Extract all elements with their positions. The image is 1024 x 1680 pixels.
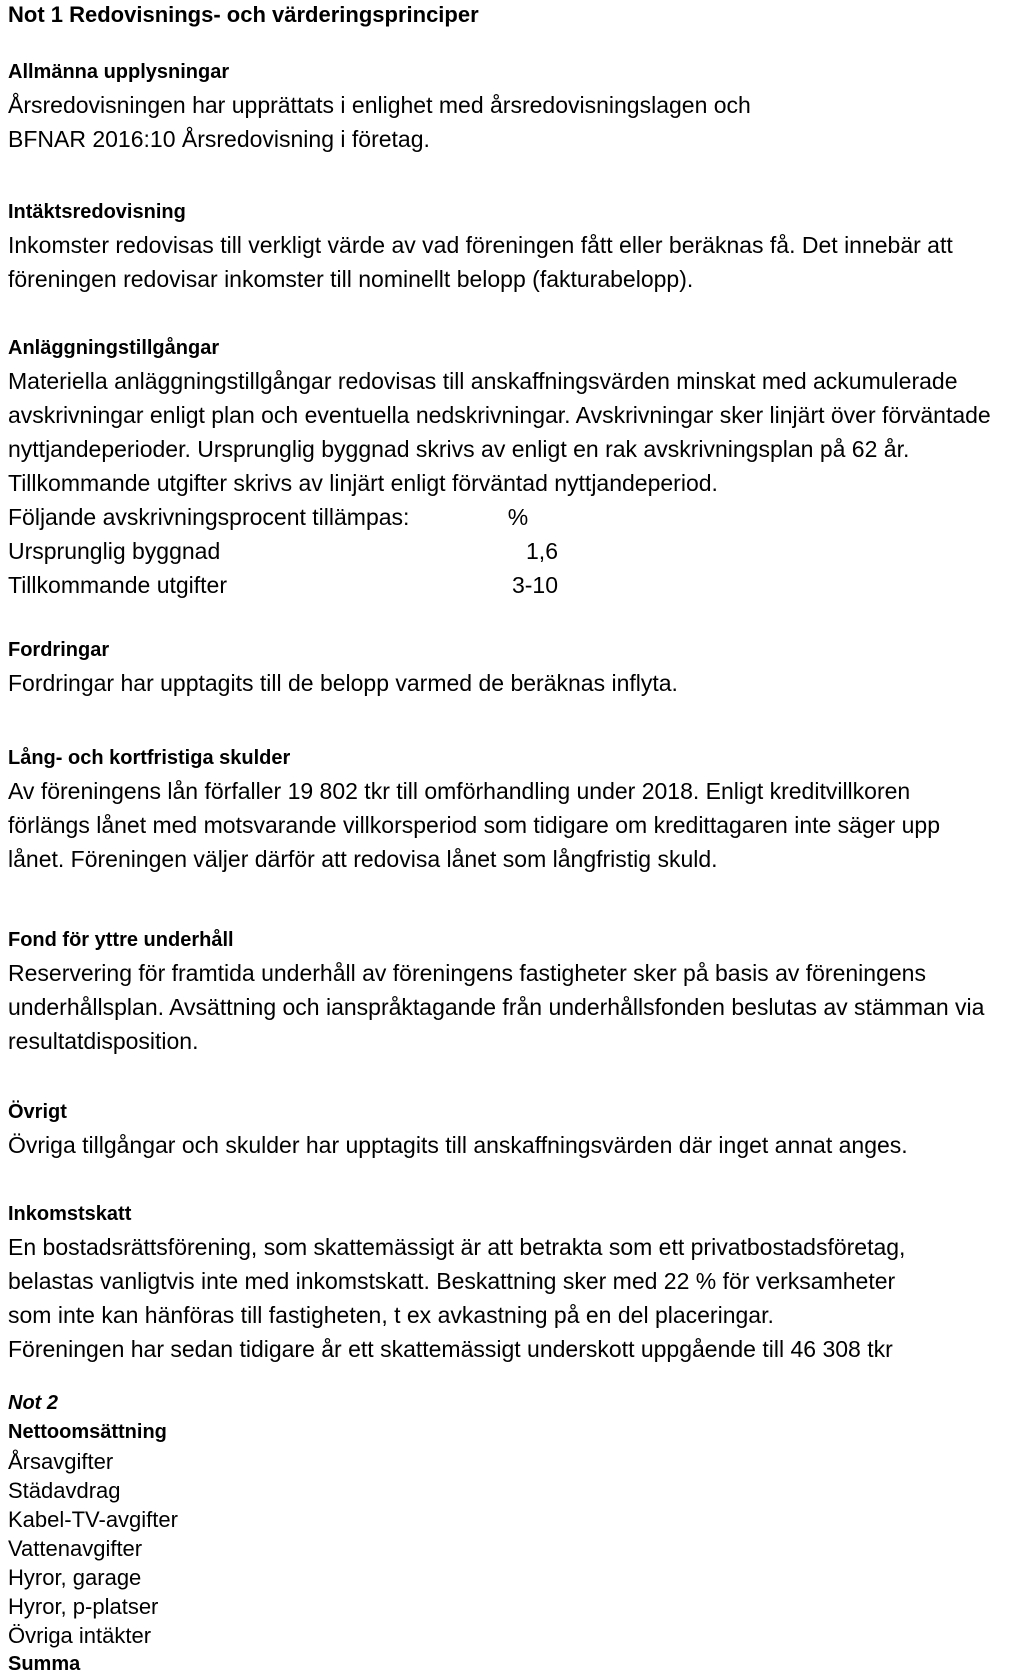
paragraph-line: Materiella anläggningstillgångar redovisas till anskaffningsvärden minskat med ackumulerade — [8, 368, 958, 394]
section-income-tax — [8, 1198, 1014, 1366]
note2-item: Städavdrag — [8, 1478, 121, 1503]
section-receivables — [8, 634, 1014, 700]
note2-heading: Nettoomsättning — [8, 1421, 167, 1443]
note2-item: Kabel-TV-avgifter — [8, 1507, 178, 1532]
section-heading: Fordringar — [8, 639, 110, 661]
section-heading: Fond för yttre underhåll — [8, 929, 234, 951]
section-heading: Inkomstskatt — [8, 1203, 132, 1225]
section-revenue — [8, 196, 1014, 296]
paragraph-line: Föreningen har sedan tidigare år ett skattemässigt underskott uppgående till 46 308 tkr — [8, 1336, 893, 1362]
paragraph-line: föreningen redovisar inkomster till nominellt belopp (fakturabelopp). — [8, 266, 694, 292]
paragraph-line: Tillkommande utgifter skrivs av linjärt enligt förväntad nyttjandeperiod. — [8, 470, 718, 496]
paragraph-line: nyttjandeperioder. Ursprunglig byggnad skrivs av enligt en rak avskrivningsplan på 62 år. — [8, 436, 910, 462]
section-general — [8, 56, 1014, 156]
paragraph-line: Inkomster redovisas till verkligt värde av vad föreningen fått eller beräknas få. Det innebär att — [8, 232, 953, 258]
section-maintenance-fund — [8, 924, 1014, 1058]
section-heading: Anläggningstillgångar — [8, 337, 220, 359]
note2-item: Vattenavgifter — [8, 1536, 143, 1561]
section-debts — [8, 742, 1014, 876]
note2-section — [8, 1388, 178, 1679]
paragraph-line: Reservering för framtida underhåll av föreningens fastigheter sker på basis av föreningens — [8, 960, 926, 986]
paragraph-line: förlängs lånet med motsvarande villkorsperiod som tidigare om kredittagaren inte säger upp — [8, 812, 940, 838]
paragraph-line: Övriga tillgångar och skulder har upptagits till anskaffningsvärden där inget annat anges. — [8, 1132, 908, 1158]
section-heading: Övrigt — [8, 1101, 67, 1123]
note2-item: Hyror, p-platser — [8, 1594, 159, 1619]
section-heading: Allmänna upplysningar — [8, 61, 230, 83]
paragraph-line: belastas vanligtvis inte med inkomstskatt. Beskattning sker med 22 % för verksamheter — [8, 1268, 896, 1294]
section-other — [8, 1096, 1014, 1162]
section-heading: Intäktsredovisning — [8, 201, 186, 223]
paragraph-line: resultatdisposition. — [8, 1028, 199, 1054]
paragraph-line: underhållsplan. Avsättning och ianspråktagande från underhållsfonden beslutas av stämman via — [8, 994, 985, 1020]
paragraph-line: som inte kan hänföras till fastigheten, t ex avkastning på en del placeringar. — [8, 1302, 774, 1328]
section-heading: Lång- och kortfristiga skulder — [8, 747, 291, 769]
note1-title: Not 1 Redovisnings- och värderingsprinciper — [8, 2, 479, 27]
note2-item: Övriga intäkter — [8, 1623, 152, 1648]
depreciation-rates-table — [8, 500, 1014, 602]
rates-label: Följande avskrivningsprocent tillämpas: — [8, 504, 410, 530]
note2-title: Not 2 — [8, 1392, 58, 1414]
note2-item: Årsavgifter — [8, 1449, 114, 1474]
paragraph-line: Årsredovisningen har upprättats i enlighet med årsredovisningslagen och — [8, 92, 751, 118]
rate-label: Ursprunglig byggnad — [8, 538, 221, 564]
rates-unit: % — [507, 504, 529, 530]
section-fixed-assets — [8, 332, 1014, 602]
paragraph-line: Fordringar har upptagits till de belopp varmed de beräknas inflyta. — [8, 670, 678, 696]
rate-value: 3-10 — [511, 572, 558, 598]
paragraph-line: BFNAR 2016:10 Årsredovisning i företag. — [8, 126, 430, 152]
note2-item: Hyror, garage — [8, 1565, 142, 1590]
paragraph-line: Av föreningens lån förfaller 19 802 tkr till omförhandling under 2018. Enligt kreditvillkoren — [8, 778, 911, 804]
rate-value: 1,6 — [526, 538, 558, 564]
paragraph-line: lånet. Föreningen väljer därför att redovisa lånet som långfristig skuld. — [8, 846, 718, 872]
paragraph-line: En bostadsrättsförening, som skattemässigt är att betrakta som ett privatbostadsföretag, — [8, 1234, 906, 1260]
paragraph-line: avskrivningar enligt plan och eventuella nedskrivningar. Avskrivningar sker linjärt över förväntade — [8, 402, 991, 428]
rate-label: Tillkommande utgifter — [8, 572, 228, 598]
note2-sum-label: Summa — [8, 1653, 81, 1675]
